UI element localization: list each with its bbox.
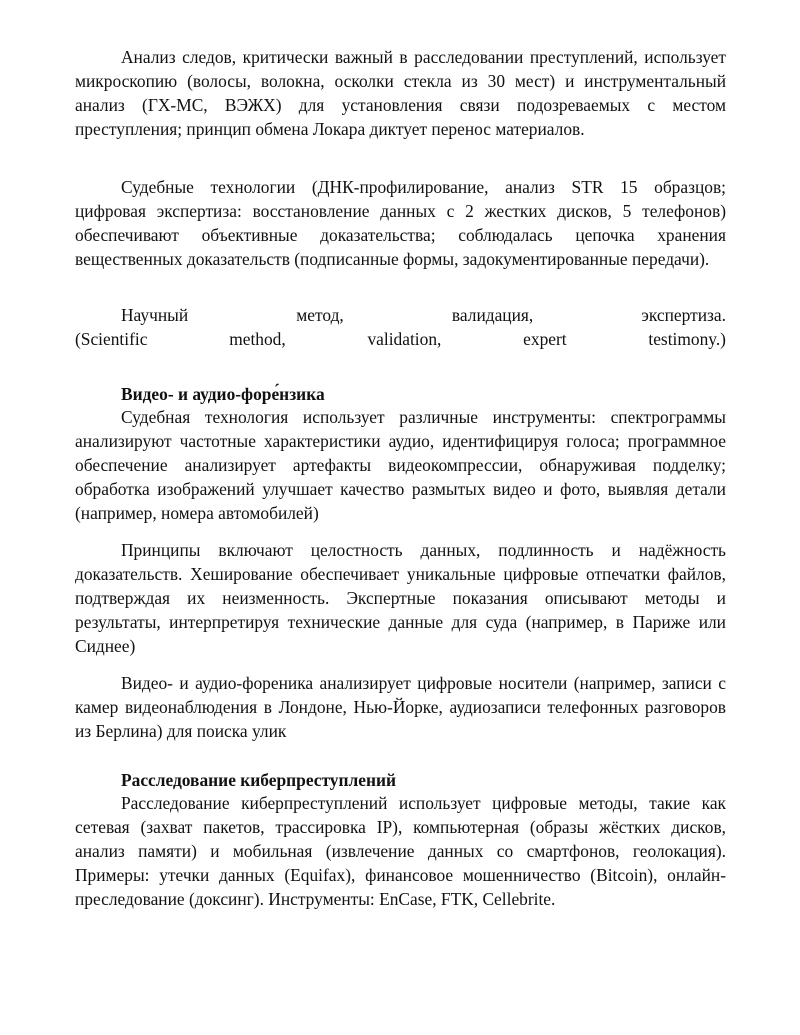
paragraph-cybercrime: Расследование киберпреступлений использует цифровые методы, такие как сетевая (захват пакетов, трассировка IP), компьютерная (образы жёстких дисков, анализ памяти) и мобильная (извлечение данных со смартфонов, геолокация). Примеры: утечки данных (Equifax), финансовое мошенничество (Bitcoin), онлайн-преследование (доксинг). Инструменты: EnCase, FTK, Cellebrite. <box>75 793 726 909</box>
spacer <box>75 743 726 769</box>
spacer <box>75 351 726 383</box>
spacer <box>75 271 726 303</box>
section-heading-cybercrime: Расследование киберпреступлений <box>121 770 397 790</box>
keyword: testimony.) <box>648 329 726 349</box>
keywords-line-en <box>75 327 726 351</box>
paragraph-video-principles: Принципы включают целостность данных, подлинность и надёжность доказательств. Хеширование обеспечивает уникальные цифровые отпечатки файлов, подтверждая их неизменность. Экспертные показания описывают методы и результаты, интерпретируя технические данные для суда (например, в Париже или Сиднее) <box>75 540 726 656</box>
paragraph-forensic-technologies: Судебные технологии (ДНК-профилирование, анализ STR 15 образцов; цифровая экспертиза: восстановление данных с 2 жестких дисков, 5 телефонов) обеспечивают объективные доказательства; соблюдалась цепочка хранения вещественных доказательств (подписанные формы, задокументированные передачи). <box>75 177 726 269</box>
paragraph-trace-analysis: Анализ следов, критически важный в расследовании преступлений, использует микроскопию (волосы, волокна, осколки стекла из 30 мест) и инструментальный анализ (ГХ-МС, ВЭЖХ) для установления связи подозреваемых с местом преступления; принцип обмена Локара диктует перенос материалов. <box>75 47 726 139</box>
document-body <box>75 45 726 911</box>
spacer <box>75 658 726 671</box>
keywords-block <box>75 303 726 351</box>
keywords-line-ru <box>75 303 726 327</box>
paragraph-video-tools: Судебная технология использует различные инструменты: спектрограммы анализируют частотные характеристики аудио, идентифицируя голоса; программное обеспечение анализирует артефакты видеокомпрессии, обнаруживая подделку; обработка изображений улучшает качество размытых видео и фото, выявляя детали (например, номера автомобилей) <box>75 407 726 523</box>
keyword: экспертиза. <box>641 305 726 325</box>
spacer <box>75 525 726 538</box>
keyword: Научный <box>121 305 189 325</box>
section-heading-video-audio: Видео- и аудио-форе́нзика <box>121 384 325 404</box>
keyword: метод, <box>296 305 344 325</box>
keyword: validation, <box>367 329 442 349</box>
spacer <box>75 141 726 175</box>
keyword: валидация, <box>451 305 534 325</box>
paragraph-video-media: Видео- и аудио-фореника анализирует цифровые носители (например, записи с камер видеонаблюдения в Лондоне, Нью-Йорке, аудиозаписи телефонных разговоров из Берлина) для поиска улик <box>75 673 726 741</box>
keyword: method, <box>229 329 286 349</box>
keyword: (Scientific <box>75 329 148 349</box>
keyword: expert <box>523 329 567 349</box>
